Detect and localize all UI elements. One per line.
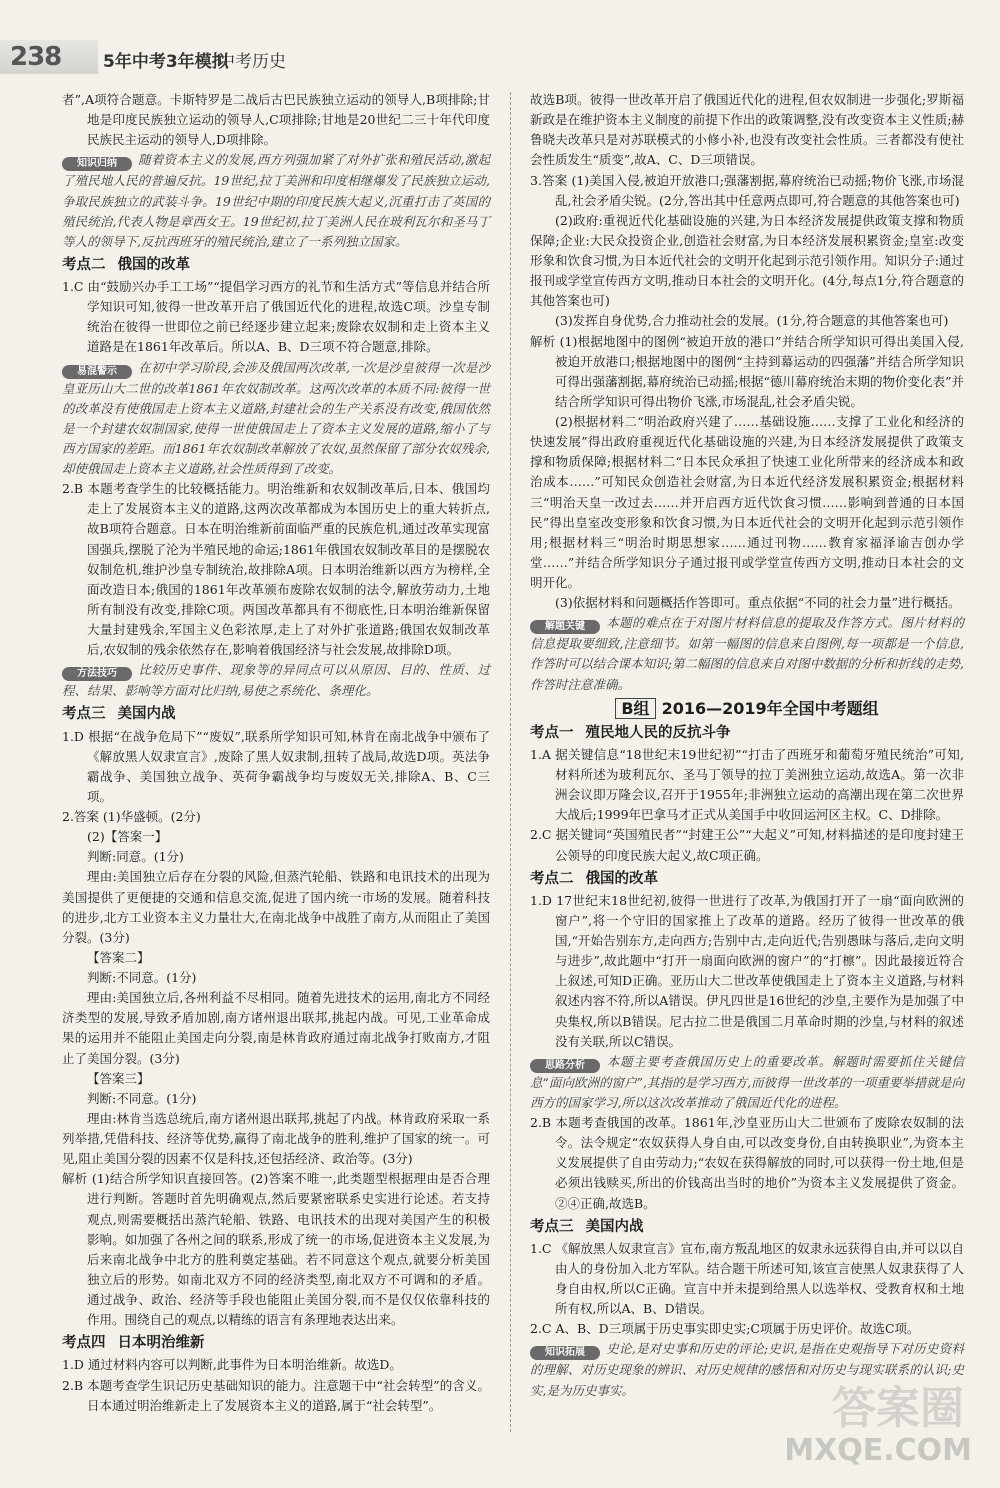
page-number: 238 [10, 42, 62, 72]
question-paragraph: 1.D 17世纪末18世纪初,彼得一世进行了改革,为俄国打开了一扇“面向欧洲的窗户”,将一个守旧的国家推上了改革的道路。经历了彼得一世改革的俄国,“开始告别东方,走向西方;告别中古,走向近代;告别愚昧与落后,走向文明与进步”,故此题中“打开一扇面向欧洲的窗户”的“打檩”。因此最接近符合上叙述,可知D正确。亚历山大二世改革使俄国走上了资本主义道路,与材料叙述内容不符,所以A错误。伊凡四世是16世纪的沙皇,主要作为是加强了中央集权,所以B错误。尼古拉二世是俄国二月革命时期的沙皇,与材料的叙述没有关联,所以C错误。 [530, 892, 964, 1049]
tip-badge: 知识拓展 [530, 1346, 600, 1360]
question-paragraph: 者”,A项符合题意。卡斯特罗是二战后古巴民族独立运动的领导人,B项排除;甘地是印度民族独立运动的领导人,C项排除;甘地是20世纪二三十年代印度民族民主运动的领导人,D项排除。 [62, 92, 490, 148]
section-heading [62, 1333, 490, 1353]
tip-note [530, 613, 964, 694]
group-title: 2016—2019年全国中考题组 [661, 698, 879, 718]
question-paragraph: 2.B 本题考查学生识记历史基础知识的能力。注意题干中“社会转型”的含义。日本通过明治维新走上了发展资本主义的道路,属于“社会转型”。 [62, 1377, 490, 1413]
heading-title: 俄国的改革 [585, 870, 658, 887]
answer-paragraph: 判断:不同意。(1分) [87, 1090, 197, 1106]
tip-badge: 方法技巧 [62, 667, 132, 681]
tip-text: 史论,是对史事和历史的评论;史识,是指在史观指导下对历史资料的理解、对历史现象的辨识、对历史规律的感悟和对历史与现实联系的认识;史实,是为历史事实。 [530, 1341, 964, 1398]
answer-paragraph: 判断:同意。(1分) [87, 849, 184, 865]
heading-code: 考点二 [530, 870, 574, 887]
question-paragraph: 1.D 根据“在战争危局下”“废奴”,联系所学知识可知,林肯在南北战争中颁布了《解放黑人奴隶宣言》,废除了黑人奴隶制,扭转了战局,故选D项。英法争霸战争、美国独立战争、英荷争霸战争均与废奴无关,排除A、B、C三项。 [62, 728, 490, 804]
answer-paragraph: (3)发挥自身优势,合力推动社会的发展。(1分,符合题意的其他答案也可) [555, 313, 949, 329]
section-heading [530, 1217, 964, 1237]
tip-note [530, 1052, 964, 1113]
question-paragraph: 1.C 《解放黑人奴隶宣言》宣布,南方叛乱地区的奴隶永远获得自由,并可以以自由人的身份加入北方军队。结合题干所述可知,该宣言使黑人奴隶获得了人身自由权,所以C正确。宣言中并未提到给黑人以选举权、受教育权和土地所有权,所以A、B、D错误。 [530, 1240, 964, 1317]
heading-title: 殖民地人民的反抗斗争 [585, 724, 731, 741]
tip-note [62, 660, 490, 701]
group-code: B组 [615, 698, 655, 719]
answer-paragraph: 【答案二】 [87, 949, 150, 965]
heading-code: 考点四 [62, 1335, 106, 1352]
question-paragraph: 2.C A、B、D三项属于历史事实即史实;C项属于历史评价。故选C项。 [530, 1321, 920, 1337]
tip-badge: 思路分析 [530, 1059, 600, 1073]
question-paragraph: 2.答案 (1)华盛顿。(2分) [62, 809, 201, 824]
section-heading [62, 255, 490, 275]
section-heading [530, 869, 964, 889]
tip-badge: 解题关键 [530, 620, 600, 634]
right-column [530, 90, 964, 1401]
heading-title: 美国内战 [585, 1218, 644, 1235]
question-paragraph: 解析 (1)结合所学知识直接回答。(2)答案不唯一,此类题型根据理由是否合理进行判断。答题时首先明确观点,然后要紧密联系史实进行论述。若支持观点,则需要概括出蒸汽轮船、铁路、电讯技术的出现对美国产生的积极影响。如加强了各州之间的联系,形成了统一的市场,促进资本主义发展,为后来南北战争中北方的胜利奠定基础。若不同意这个观点,就要分析美国独立后的形势。如南北双方不同的经济类型,南北双方不可调和的矛盾。通过战争、政治、经济等手段也能阻止美国分裂,而不是仅仅依靠科技的作用。围绕自己的观点,以精练的语言有条理地表达出来。 [62, 1171, 490, 1328]
answer-paragraph: (2)【答案一】 [87, 829, 168, 845]
subject-label: 中考历史 [218, 52, 286, 72]
tip-note [62, 150, 490, 252]
section-heading [62, 704, 490, 724]
section-heading [530, 723, 964, 743]
answer-paragraph: (2)根据材料二“明治政府兴建了……基础设施……支撑了工业化和经济的快速发展”得出政府重视近代化基础设施的兴建,为日本经济发展提供了政策支撑和物质保障;根据材料二“日本民众承担了快速工业化所带来的经济成本和政治成本……”可知民众创造社会财富,为日本近代经济发展积累资金;根据材料三“明治天皇一改过去……并开启西方近代饮食习惯……影响到普通的日本国民”得出皇室改变形象和饮食习惯,为日本近代社会的文明开化起到示范引领作用;根据材料三“明治时期思想家……通过刊物……教育家福泽谕吉创办学堂……”并结合所学知识分子通过报刊或学堂宣传西方文明,推动日本社会的文明开化。 [530, 414, 964, 590]
question-paragraph: 1.C 由“鼓励兴办手工工场”“提倡学习西方的礼节和生活方式”等信息并结合所学知识可知,彼得一世改革开启了俄国近代化的进程,故选C项。沙皇专制统治在彼得一世即位之前已经逐步建立起来;废除农奴制和走上资本主义道路是在1861年改革后。所以A、B、D三项不符合题意,排除。 [62, 279, 490, 355]
tip-text: 随着资本主义的发展,西方列强加紧了对外扩张和殖民活动,激起了殖民地人民的普遍反抗。19世纪,拉丁美洲和印度相继爆发了民族独立运动,争取民族独立的武装斗争。19世纪中期的印度民族大起义,沉重打击了英国的殖民统治,代表人物是章西女王。19世纪初,拉丁美洲人民在玻利瓦尔和圣马丁等人的领导下,反抗西班牙的殖民统治,建立了一系列独立国家。 [62, 152, 490, 249]
answer-paragraph: (3)依据材料和问题概括作答即可。重点依据“不同的社会力量”进行概括。 [555, 595, 961, 611]
answer-paragraph: 【答案三】 [87, 1070, 150, 1086]
watermark-logo: 答案圈 [832, 1383, 964, 1434]
heading-code: 考点三 [530, 1218, 574, 1235]
heading-title: 日本明治维新 [117, 1335, 205, 1352]
heading-code: 考点一 [530, 724, 574, 741]
tip-note [62, 358, 490, 480]
question-paragraph: 故选B项。彼得一世改革开启了俄国近代化的进程,但农奴制进一步强化;罗斯福新政是在维护资本主义制度的前提下作出的政策调整,没有改变资本主义性质;赫鲁晓夫改革只是对苏联模式的小修小补,也没有改变社会性质。三者都没有使社会性质发生“质变”,故A、C、D三项错误。 [530, 92, 964, 168]
watermark [784, 1372, 972, 1468]
question-paragraph: 1.A 据关键信息“18世纪末19世纪初”“打击了西班牙和葡萄牙殖民统治”可知,材料所述为玻利瓦尔、圣马丁领导的拉丁美洲独立运动,故选A。第一次非洲会议即万隆会议,召开于1955年;非洲独立运动的高潮出现在第二次世界大战后;1999年巴拿马才正式从美国手中收回运河区主权。C、D排除。 [530, 746, 964, 823]
tip-text: 本题的难点在于对图片材料信息的提取及作答方式。图片材料的信息提取要细致,注意细节。如第一幅图的信息来自图例,每一项都是一个信息,作答时可以结合课本知识;第二幅图的信息来自对图中数据的分析和折线的走势,作答时注意准确。 [530, 615, 964, 692]
tip-badge: 知识归纳 [62, 157, 132, 171]
answer-paragraph: 理由:美国独立后存在分裂的风险,但蒸汽轮船、铁路和电讯技术的出现为美国提供了更便捷的交通和信息交流,促进了国内统一市场的发展。随着科技的进步,北方工业资本主义力量壮大,在南北战争中战胜了南方,从而阻止了美国分裂。(3分) [62, 869, 490, 945]
question-paragraph: 解析 (1)根据地图中的图例“被迫开放的港口”并结合所学知识可得出美国入侵,被迫开放港口;根据地图中的图例“主持到幕运动的四强藩”并结合所学知识可得出强藩割据,幕府统治已动摇;根据“德川幕府统治末期的物价变化表”并结合所学知识可得出物价飞涨,市场混乱,社会矛盾尖锐。 [530, 333, 964, 409]
question-paragraph: 2.B 本题考查俄国的改革。1861年,沙皇亚历山大二世颁布了废除农奴制的法令。法令规定“农奴获得人身自由,可以改变身份,自由转换职业”,为资本主义发展提供了自由劳动力;“农奴在获得解放的同时,可以获得一份土地,但是必须出钱赎买,所出的价钱高出当时的地价”为资本主义发展提供了资金。②④正确,故选B。 [530, 1115, 964, 1211]
question-paragraph: 1.D 通过材料内容可以判断,此事件为日本明治维新。故选D。 [62, 1357, 402, 1373]
tip-badge: 易混警示 [62, 365, 132, 379]
heading-code: 考点二 [62, 256, 106, 273]
answer-paragraph: (2)政府:重视近代化基础设施的兴建,为日本经济发展提供政策支撑和物质保障;企业:大民众投资企业,创造社会财富,为日本经济发展积累资金;皇室:改变形象和饮食习惯,为日本近代社会的文明开化起到示范引领作用。知识分子:通过报刊或学堂宣传西方文明,推动日本社会的文明开化。(4分,每点1分,符合题意的其他答案也可) [530, 212, 964, 309]
question-paragraph: 2.B 本题考查学生的比较概括能力。明治维新和农奴制改革后,日本、俄国均走上了发展资本主义的道路,这两次改革都成为本国历史上的重大转折点,故B项符合题意。日本在明治维新前面临严重的民族危机,通过改革实现富国强兵,摆脱了沦为半殖民地的命运;1861年俄国农奴制改革目的是摆脱农奴制危机,维护沙皇专制统治,故排除A项。日本明治维新以西方为榜样,全面改造日本;俄国的1861年改革颁布废除农奴制的法令,解放劳动力,土地所有制没有改变,排除C项。两国改革都具有不彻底性,日本明治维新保留大量封建残余,军国主义色彩浓厚,走上了对外扩张道路;俄国农奴制改革后,农奴制的残余依然存在,影响着俄国经济与社会发展,故排除D项。 [62, 481, 490, 658]
column-divider [510, 92, 511, 1432]
question-paragraph: 3.答案 (1)美国入侵,被迫开放港口;强藩割据,幕府统治已动摇;物价飞涨,市场混乱,社会矛盾尖锐。(2分,答出其中任意两点即可,符合题意的其他答案也可) [530, 172, 964, 208]
watermark-site: MXQE.COM [784, 1433, 972, 1468]
tip-text: 在初中学习阶段,会涉及俄国两次改革,一次是沙皇彼得一次是沙皇亚历山大二世的改革1861年农奴制改革。这两次改革的本质不同:彼得一世的改革没有使俄国走上资本主义道路,封建社会的生产关系没有改变,俄国依然是一个封建农奴制国家,使得一世使俄国走上了资本主义发展的道路,缩小了与西方国家的差距。而1861年农奴制改革解放了农奴,虽然保留了部分农奴残余,却使俄国走上资本主义道路,社会性质得到了改变。 [62, 359, 490, 476]
question-paragraph: 2.C 据关键词“英国殖民者”“封建王公”“大起义”可知,材料描述的是印度封建王公领导的印度民族大起义,故C项正确。 [530, 827, 964, 863]
tip-text: 比较历史事件、现象等的异同点可以从原因、目的、性质、过程、结果、影响等方面对比归纳,易使之系统化、条理化。 [62, 662, 490, 699]
heading-title: 美国内战 [117, 706, 176, 723]
book-title: 5年中考3年模拟 [103, 52, 229, 72]
heading-code: 考点三 [62, 706, 106, 723]
answer-paragraph: 判断:不同意。(1分) [87, 970, 197, 985]
left-column [62, 90, 490, 1416]
answer-paragraph: 理由:美国独立后,各州利益不尽相同。随着先进技术的运用,南北方不同经济类型的发展,导致矛盾加剧,南方诸州退出联邦,挑起内战。可见,工业革命成果的运用并不能阻止美国走向分裂,南是林肯政府通过南北战争打败南方,才阻止了美国分裂。(3分) [62, 990, 490, 1066]
group-heading [530, 699, 964, 719]
page-header [0, 0, 1000, 70]
tip-text: 本题主要考查俄国历史上的重要改革。解题时需要抓住关键信息“面向欧洲的窗户”,其指的是学习西方,而彼得一世改革的一项重要举措就是向西方的国家学习,所以这次改革推动了俄国近代化的进程。 [530, 1053, 964, 1110]
heading-title: 俄国的改革 [117, 256, 190, 273]
answer-paragraph: 理由:林肯当选总统后,南方诸州退出联邦,挑起了内战。林肯政府采取一系列举措,凭借科技、经济等优势,赢得了南北战争的胜利,维护了国家的统一。可见,阻止美国分裂的因素不仅是科技,还包括经济、政治等。(3分) [62, 1110, 490, 1167]
